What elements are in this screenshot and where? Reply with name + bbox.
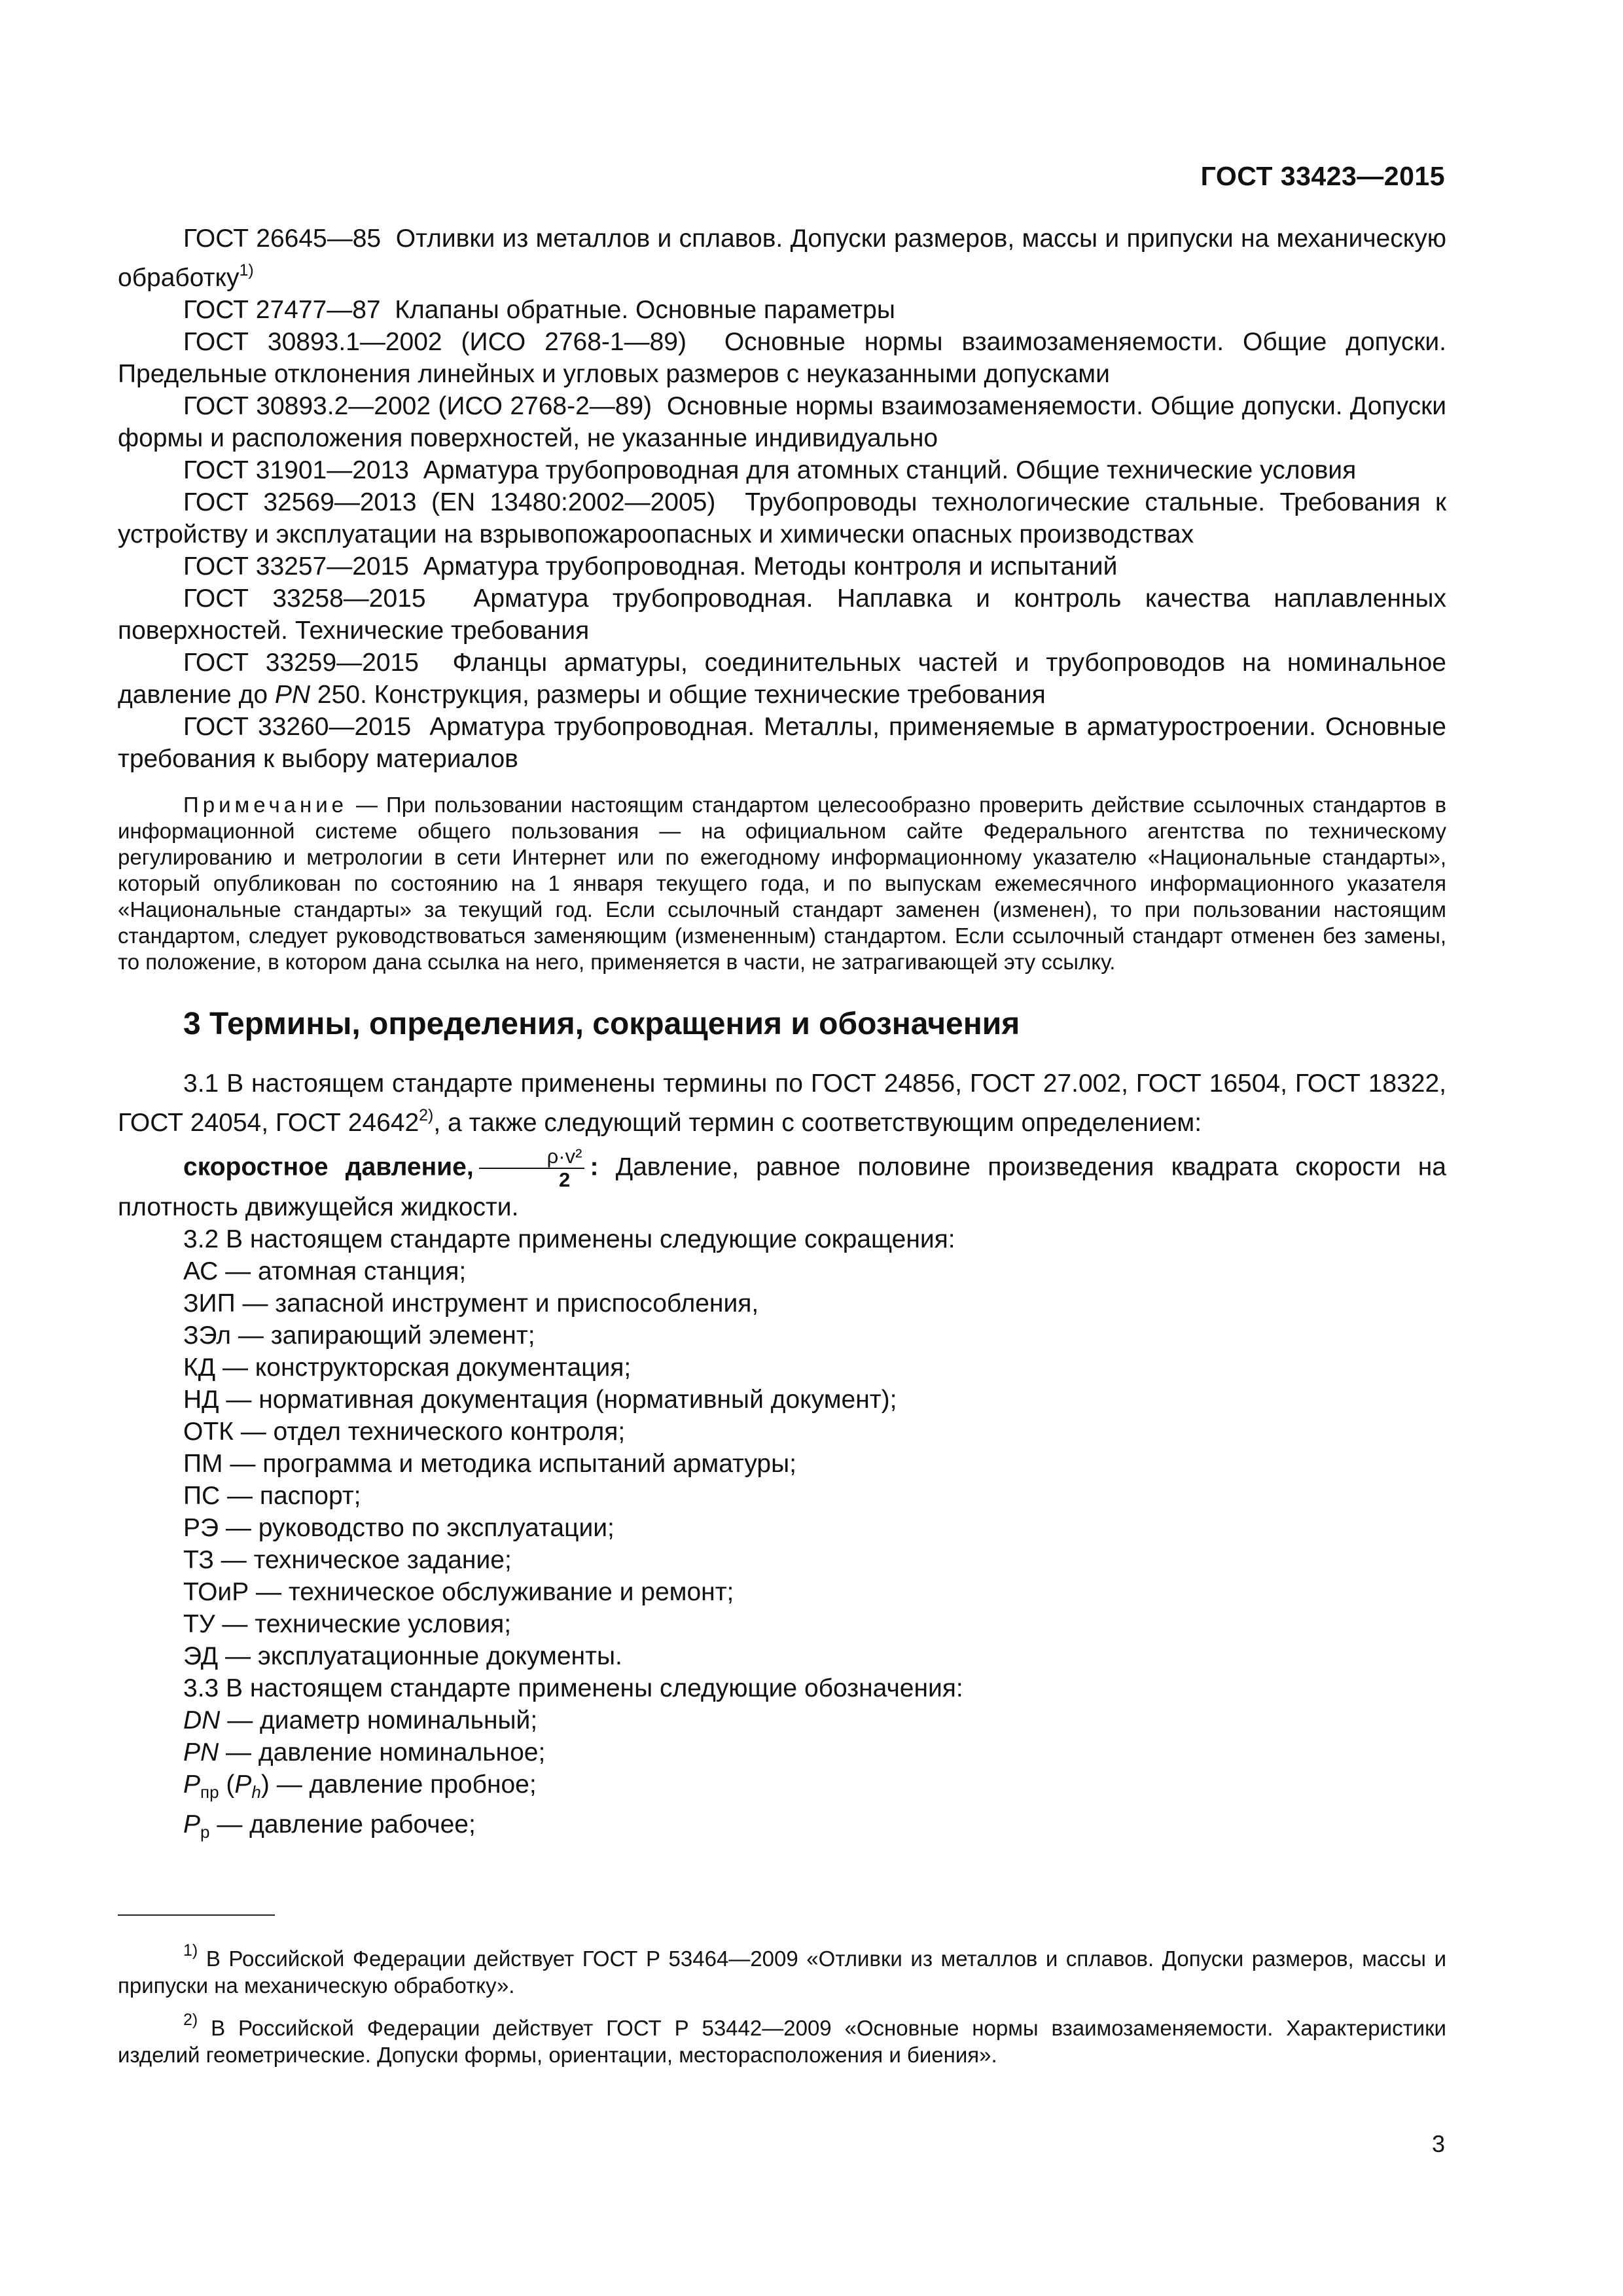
paragraph-3-3: 3.3 В настоящем стандарте применены следующие обозначения: (183, 1674, 963, 1702)
abbreviation-item: ПС — паспорт; (183, 1482, 361, 1510)
pn-symbol: PN (274, 681, 311, 709)
reference-code: ГОСТ 30893.2—2002 (ИСО 2768-2—89) (183, 392, 652, 420)
reference-item (118, 223, 1446, 294)
term-name: скоростное давление, (183, 1153, 474, 1181)
symbol-meaning: — диаметр номинальный; (227, 1706, 538, 1734)
symbol-meaning: — давление рабочее; (217, 1810, 476, 1839)
abbreviation-item: ТУ — технические условия; (183, 1610, 512, 1638)
reference-code: ГОСТ 33259—2015 (183, 649, 419, 677)
abbreviation-item: НД — нормативная документация (нормативный документ); (183, 1386, 897, 1414)
abbreviation-item: ЗИП — запасной инструмент и приспособления, (183, 1289, 759, 1318)
symbol: DN (183, 1706, 221, 1734)
reference-title-cont: 250. Конструкция, размеры и общие технические требования (317, 681, 1046, 709)
reference-title: Основные нормы взаимозаменяемости. Общие допуски. Предельные отклонения линейных и угловых размеров с неуказанными допусками (118, 328, 1447, 388)
reference-code: ГОСТ 31901—2013 (183, 456, 410, 484)
footnotes (118, 1937, 1446, 2076)
abbreviation-item: ТЗ — техническое задание; (183, 1546, 512, 1574)
abbreviation-item: ЭД — эксплуатационные документы. (183, 1642, 622, 1670)
symbol-subscript: пр (200, 1782, 219, 1802)
abbreviation-item: ОТК — отдел технического контроля; (183, 1418, 626, 1446)
reference-title: Арматура трубопроводная. Методы контроля и испытаний (423, 552, 1118, 581)
symbol: P (183, 1770, 201, 1799)
footnote-mark: 2) (183, 2011, 198, 2029)
footnote-ref: 2) (419, 1106, 434, 1124)
reference-title: Основные нормы взаимозаменяемости. Общие допуски. Допуски формы и расположения поверхностей, не указанные индивидуально (118, 392, 1447, 452)
reference-title: Трубопроводы технологические стальные. Требования к устройству и эксплуатации на взрывопожароопасных и химически опасных производствах (118, 488, 1447, 548)
paragraph-text: 3.1 В настоящем стандарте применены термины по ГОСТ 24856, ГОСТ 27.002, ГОСТ 16504, ГОСТ 18322, ГОСТ 24054, ГОСТ 24642 (118, 1069, 1446, 1137)
paragraph-text: , а также следующий термин с соответствующим определением: (433, 1109, 1202, 1137)
reference-code: ГОСТ 27477—87 (183, 296, 381, 324)
reference-item (118, 711, 1446, 775)
reference-title: Арматура трубопроводная. Наплавка и контроль качества наплавленных поверхностей. Технические требования (118, 584, 1447, 645)
footnote-text: В Российской Федерации действует ГОСТ Р 53442—2009 «Основные нормы взаимозаменяемости. Характеристики изделий геометрические. Допуски формы, ориентации, месторасположения и биения». (118, 2016, 1446, 2067)
reference-item (118, 294, 1446, 326)
symbol-meaning: — давление номинальное; (226, 1738, 546, 1767)
footnote-mark: 1) (183, 1941, 198, 1960)
formula-denominator: 2 (558, 1168, 571, 1191)
abbreviation-item: АС — атомная станция; (183, 1257, 467, 1285)
reference-item (118, 454, 1446, 486)
symbol-item: $P_{пр}$ $(P_h)$ — давление пробное; (183, 1770, 537, 1802)
reference-item (118, 647, 1446, 711)
reference-title: Фланцы арматуры, соединительных частей и трубопроводов на номинальное давление до (118, 649, 1446, 709)
symbol-item (118, 1704, 1446, 1736)
paragraph-3-2: 3.2 В настоящем стандарте применены следующие сокращения: (183, 1225, 955, 1253)
note-paragraph (118, 792, 1446, 975)
document-id-header: ГОСТ 33423—2015 (1200, 161, 1445, 191)
reference-title: Отливки из металлов и сплавов. Допуски размеров, массы и припуски на механическую обработку (118, 224, 1447, 292)
reference-code: ГОСТ 33257—2015 (183, 552, 410, 581)
symbol: P (234, 1770, 252, 1799)
velocity-pressure-formula (479, 1145, 585, 1191)
section-title: 3 Термины, определения, сокращения и обозначения (183, 1007, 1020, 1041)
reference-code: ГОСТ 30893.1—2002 (ИСО 2768-1—89) (183, 328, 687, 356)
document-body (118, 223, 1446, 1848)
note-label: Примечание (183, 793, 348, 817)
term-definition-text: Давление, равное половине произведения квадрата скорости на плотность движущейся жидкости. (118, 1153, 1446, 1221)
term-definition: скоростное давление, $\frac{\text{ρ·v²}}{2}$ : Давление, равное половине произведения квадрата скорости на плотность движущейся жидкости. (118, 1145, 1446, 1221)
reference-title: Клапаны обратные. Основные параметры (395, 296, 895, 324)
symbol: P (183, 1810, 201, 1839)
footnote (118, 1937, 1446, 1999)
abbreviation-item: ЗЭл — запирающий элемент; (183, 1321, 535, 1350)
note-text: — При пользовании настоящим стандартом целесообразно проверить действие ссылочных стандартов в информационной системе общего пользования — на официальном сайте Федерального агентства по техническому регулированию и метрологии в сети Интернет или по ежегодному информационному указателю «Национальные стандарты», который опубликован по состоянию на 1 января текущего года, и по выпускам ежемесячного информационного указателя «Национальные стандарты» за текущий год. Если ссылочный стандарт заменен (изменен), то при пользовании настоящим стандартом, следует руководствоваться заменяющим (измененным) стандартом. Если ссылочный стандарт отменен без замены, то положение, в котором дана ссылка на него, применяется в части, не затрагивающей эту ссылку. (118, 793, 1446, 974)
symbol-meaning: — давление пробное; (276, 1770, 537, 1799)
reference-item (118, 583, 1446, 647)
symbol: PN (183, 1738, 219, 1767)
reference-item (118, 486, 1446, 550)
paragraph-3-1 (118, 1067, 1446, 1139)
reference-code: ГОСТ 32569—2013 (EN 13480:2002—2005) (183, 488, 716, 516)
reference-title: Арматура трубопроводная. Металлы, применяемые в арматуростроении. Основные требования к выбору материалов (118, 713, 1446, 773)
symbol-subscript: р (200, 1822, 210, 1842)
footnote (118, 2007, 1446, 2068)
abbreviation-item: ПМ — программа и методика испытаний арматуры; (183, 1450, 796, 1478)
footnote-divider (118, 1914, 275, 1916)
footnote-text: В Российской Федерации действует ГОСТ Р 53464—2009 «Отливки из металлов и сплавов. Допуски размеров, массы и припуски на механическую обработку». (118, 1946, 1446, 1998)
reference-item (118, 550, 1446, 583)
page-number: 3 (1431, 2130, 1445, 2157)
symbol-item (118, 1736, 1446, 1768)
symbol-subscript: h (251, 1782, 261, 1802)
abbreviation-item: КД — конструкторская документация; (183, 1354, 632, 1382)
reference-code: ГОСТ 33258—2015 (183, 584, 426, 613)
symbol-item (118, 1808, 1446, 1848)
reference-title: Арматура трубопроводная для атомных станций. Общие технические условия (423, 456, 1357, 484)
reference-code: ГОСТ 26645—85 (183, 224, 382, 253)
abbreviation-item: РЭ — руководство по эксплуатации; (183, 1514, 615, 1542)
formula-numerator: ρ·v² (479, 1145, 585, 1169)
abbreviation-item: ТОиР — техническое обслуживание и ремонт; (183, 1578, 734, 1606)
reference-code: ГОСТ 33260—2015 (183, 713, 412, 741)
reference-item (118, 326, 1446, 390)
footnote-ref: 1) (239, 261, 254, 279)
reference-item (118, 390, 1446, 454)
